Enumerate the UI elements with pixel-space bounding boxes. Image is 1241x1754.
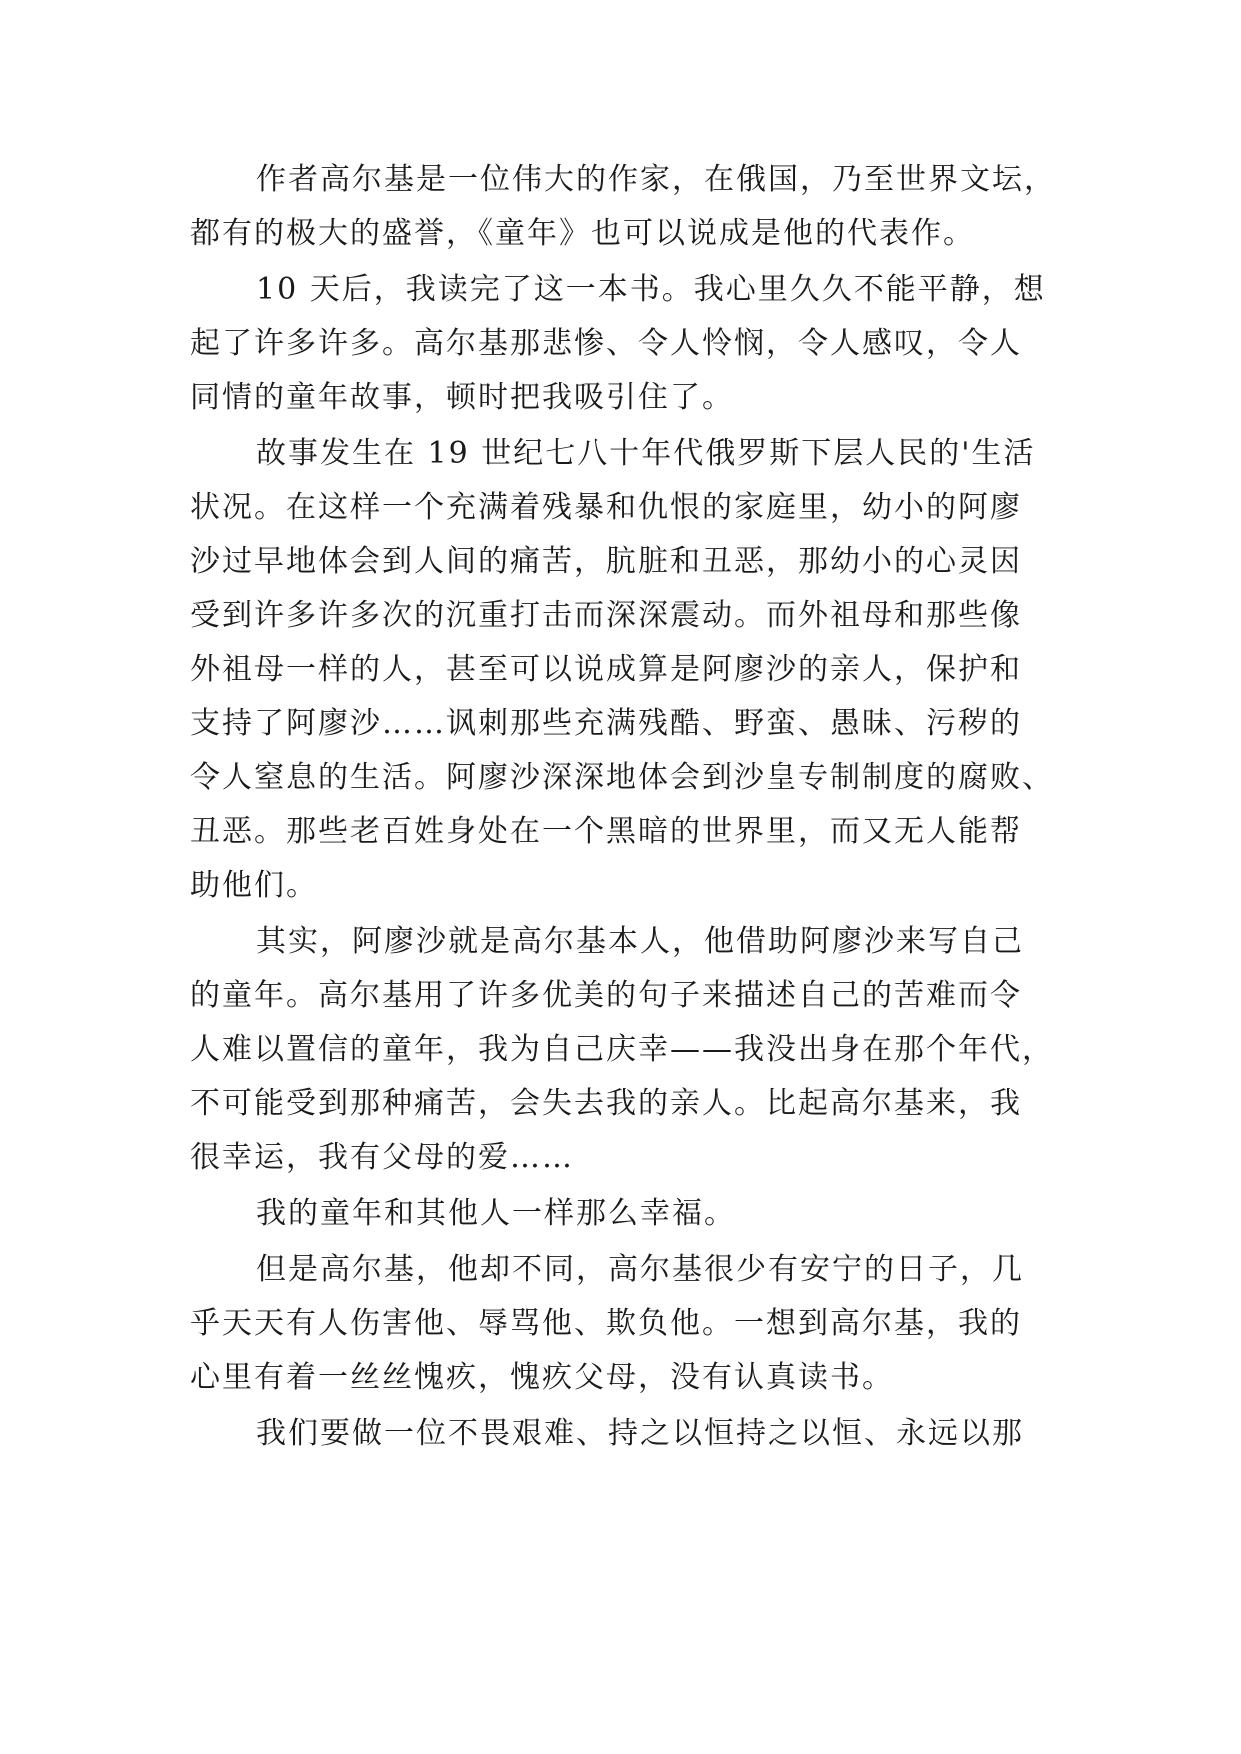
text-line: 乎天天有人伤害他、辱骂他、欺负他。一想到高尔基，我的 [190,1306,1022,1341]
text-line: 不可能受到那种痛苦，会失去我的亲人。比起高尔基来，我 [190,1086,1022,1121]
text-line: 故事发生在 19 世纪七八十年代俄罗斯下层人民的'生活 [256,436,1036,471]
text-line: 很幸运，我有父母的爱…… [190,1140,574,1175]
text-line: 助他们。 [190,868,318,903]
text-line: 同情的童年故事，顿时把我吸引住了。 [190,380,734,415]
text-line: 支持了阿廖沙……讽刺那些充满残酷、野蛮、愚昧、污秽的 [190,706,1022,741]
text-line: 起了许多许多。高尔基那悲惨、令人怜悯，令人感叹，令人 [190,326,1022,361]
text-line: 我们要做一位不畏艰难、持之以恒持之以恒、永远以那 [256,1416,1024,1451]
text-line: 沙过早地体会到人间的痛苦，肮脏和丑恶，那幼小的心灵因 [190,544,1022,579]
text-line: 受到许多许多次的沉重打击而深深震动。而外祖母和那些像 [190,598,1022,633]
text-line: 人难以置信的童年，我为自己庆幸——我没出身在那个年代， [190,1032,1054,1067]
text-line: 外祖母一样的人，甚至可以说成算是阿廖沙的亲人，保护和 [190,652,1022,687]
text-line: 作者高尔基是一位伟大的作家，在俄国，乃至世界文坛， [256,162,1056,197]
text-line: 但是高尔基，他却不同，高尔基很少有安宁的日子，几 [256,1252,1024,1287]
text-line: 10 天后，我读完了这一本书。我心里久久不能平静，想 [256,272,1046,307]
text-line: 状况。在这样一个充满着残暴和仇恨的家庭里，幼小的阿廖 [190,490,1022,525]
text-line: 心里有着一丝丝愧疚，愧疚父母，没有认真读书。 [190,1360,894,1395]
text-line: 其实，阿廖沙就是高尔基本人，他借助阿廖沙来写自己 [256,924,1024,959]
text-line: 我的童年和其他人一样那么幸福。 [256,1196,736,1231]
text-line: 令人窒息的生活。阿廖沙深深地体会到沙皇专制制度的腐败、 [190,760,1054,795]
text-line: 丑恶。那些老百姓身处在一个黑暗的世界里，而又无人能帮 [190,814,1022,849]
text-line: 的童年。高尔基用了许多优美的句子来描述自己的苦难而令 [190,978,1022,1013]
text-line: 都有的极大的盛誉，《童年》也可以说成是他的代表作。 [190,216,975,251]
